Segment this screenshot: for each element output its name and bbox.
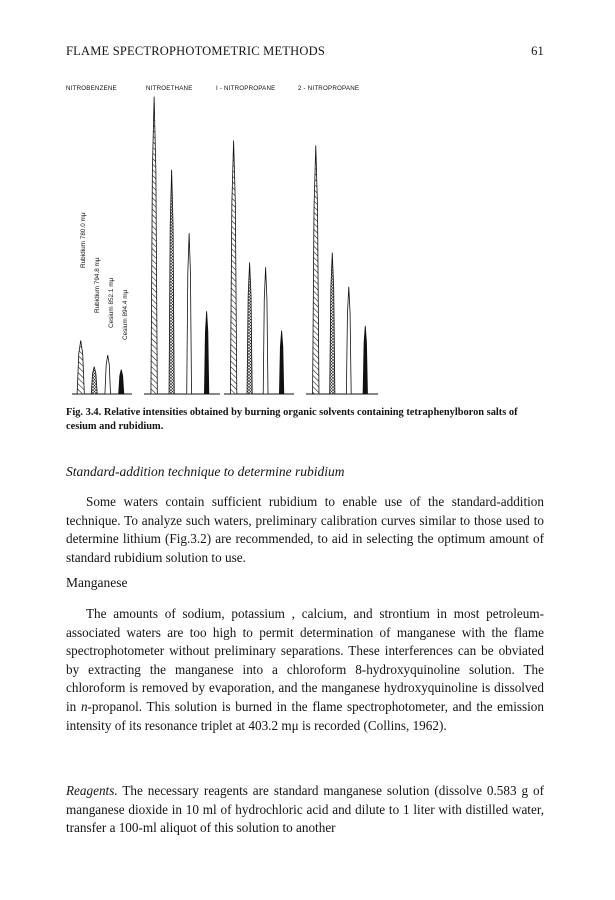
chart-peak (279, 331, 283, 394)
paragraph-reagents (66, 782, 544, 838)
chart-peak (204, 311, 208, 394)
chart-peak (313, 145, 319, 394)
chart-peak (230, 141, 236, 395)
chart-group-label: NITROETHANE (146, 85, 193, 92)
chart-peak (187, 233, 192, 394)
figure-3-4-chart (66, 78, 544, 400)
chart-peak (169, 170, 174, 394)
chart-peak (105, 355, 111, 394)
chart-peak (363, 326, 367, 394)
page-number: 61 (531, 44, 544, 58)
manganese-text-b: -propanol. This solution is burned in the flame spectrophotometer, and the emission intensity of its resonance triplet at 403.2 mμ is recorded (Collins, 1962). (66, 698, 544, 733)
chart-group-label: 2 - NITROPROPANE (298, 85, 360, 92)
manganese-text-italic: n (80, 698, 88, 714)
chart-peak (91, 367, 97, 394)
section-heading-manganese: Manganese (66, 575, 128, 590)
chart-series-label: Cesium 894.4 mμ (122, 289, 129, 340)
running-title: FLAME SPECTROPHOTOMETRIC METHODS (66, 44, 325, 58)
chart-series-label: Cesium 852.1 mμ (108, 277, 115, 328)
chart-group-label: NITROBENZENE (66, 85, 117, 92)
chart-series-label: Rubidium 780.0 mμ (80, 212, 87, 268)
reagents-text: The necessary reagents are standard manganese solution (dissolve 0.583 g of manganese dioxide in 10 ml of hydrochloric acid and dilute to 1 liter with distilled water, transfer a 100-ml aliquot of this solution to another (66, 783, 544, 836)
figure-caption (66, 406, 544, 434)
paragraph-rubidium (66, 493, 544, 567)
paragraph-rubidium-text: Some waters contain sufficient rubidium to enable use of the standard-addition technique. To analyze such waters, preliminary calibration curves similar to those used to determine lithium (Fig.3.2) are recommended, to aid in selecting the optimum amount of standard rubidium solution to use. (66, 494, 544, 565)
chart-peak (263, 267, 268, 394)
chart-peak (151, 97, 157, 394)
chart-group-label: I - NITROPROPANE (216, 85, 276, 92)
chart-peak (330, 253, 335, 394)
chart-peak (119, 370, 124, 394)
paragraph-reagents-text (66, 782, 544, 838)
caption-text: Relative intensities obtained by burning organic solvents containing tetraphenylboron salts of cesium and rubidium. (66, 407, 518, 432)
chart-peak (346, 287, 351, 394)
paragraph-manganese (66, 605, 544, 735)
section-heading-rubidium: Standard-addition technique to determine rubidium (66, 464, 345, 479)
paragraph-manganese-text (66, 605, 544, 735)
caption-label: Fig. 3.4. (66, 407, 102, 418)
manganese-text-a: The amounts of sodium, potassium , calcium, and strontium in most petroleum-associated waters are too high to permit determination of manganese with the flame spectrophotometer without preliminary separations. These interferences can be obviated by extracting the manganese into a chloroform 8-hydroxyquinoline solution. The chloroform is removed by evaporation, and the manganese hydroxyquinoline is dissolved in (66, 606, 544, 714)
chart-peak (77, 340, 84, 394)
chart-peak (247, 262, 252, 394)
chart-series-label: Rubidium 794.8 mμ (94, 257, 101, 313)
reagents-label: Reagents. (66, 783, 118, 798)
